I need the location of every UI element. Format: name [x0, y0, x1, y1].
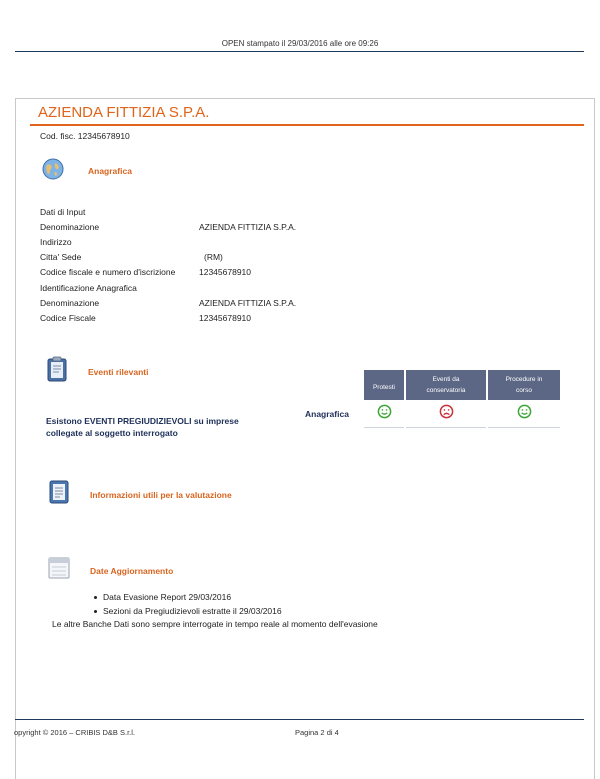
update-note: Le altre Banche Dati sono sempre interrogate in tempo reale al momento dell'evasione [52, 619, 378, 629]
bullet-icon [94, 596, 97, 599]
section-title-eventi: Eventi rilevanti [88, 367, 149, 377]
list-item [94, 590, 282, 604]
row-label: Identificazione Anagrafica [40, 283, 137, 293]
column-header-line: Eventi da [432, 376, 460, 383]
row-value: (RM) [204, 252, 223, 262]
column-header-line: conservatoria [426, 387, 466, 394]
row-value: AZIENDA FITTIZIA S.P.A. [199, 298, 297, 308]
row-label: Indirizzo [40, 237, 72, 247]
calendar-icon [48, 556, 70, 580]
smiley-positive-icon [377, 404, 392, 419]
clipboard-icon [46, 356, 68, 382]
eventi-message [46, 415, 239, 439]
row-value: 12345678910 [199, 267, 252, 277]
list-item-text: Sezioni da Pregiudizievoli estratte il 29/03/2016 [103, 606, 282, 616]
eventi-message-line1: Esistono EVENTI PREGIUDIZIEVOLI su imprese [46, 416, 239, 426]
bullet-icon [94, 610, 97, 613]
column-header-procedure [488, 370, 560, 400]
column-header-conservatoria [406, 370, 486, 400]
column-header-line: corso [516, 387, 532, 394]
eventi-message-line2: collegate al soggetto interrogato [46, 428, 178, 438]
section-title-anagrafica: Anagrafica [88, 166, 132, 176]
row-value: AZIENDA FITTIZIA S.P.A. [199, 222, 297, 232]
column-header-line: Protesti [372, 383, 396, 391]
column-header-protesti [364, 370, 404, 400]
list-item [94, 604, 282, 618]
row-label: Denominazione [40, 222, 100, 232]
smiley-positive-icon [517, 404, 532, 419]
footer-page-number: Pagina 2 di 4 [295, 728, 339, 737]
company-name: AZIENDA FITTIZIA S.P.A. [38, 104, 210, 121]
header-divider [15, 51, 584, 52]
eventi-table [302, 370, 562, 428]
footer-copyright: opyright © 2016 – CRIBIS D&B S.r.l. [14, 728, 135, 737]
company-tax-code: Cod. fisc. 12345678910 [40, 131, 130, 141]
section-title-informazioni: Informazioni utili per la valutazione [90, 490, 232, 500]
status-cell [488, 400, 560, 428]
row-label: Denominazione [40, 298, 100, 308]
row-value: 12345678910 [199, 313, 252, 323]
column-header-line: Procedure in [505, 376, 543, 383]
list-item-text: Data Evasione Report 29/03/2016 [103, 592, 232, 602]
row-label-anagrafica: Anagrafica [305, 409, 349, 419]
footer-divider [15, 719, 584, 720]
row-label: Dati di Input [40, 207, 86, 217]
row-label: Codice Fiscale [40, 313, 96, 323]
globe-icon [42, 158, 64, 180]
status-cell [364, 400, 404, 428]
document-info-icon [48, 479, 70, 505]
frown-negative-icon [439, 404, 454, 419]
status-cell [406, 400, 486, 428]
section-title-aggiornamento: Date Aggiornamento [90, 566, 174, 576]
company-divider [30, 124, 584, 126]
row-label: Codice fiscale e numero d'iscrizione [40, 267, 176, 277]
update-dates-list [94, 590, 282, 618]
row-label: Citta' Sede [40, 252, 82, 262]
print-header: OPEN stampato il 29/03/2016 alle ore 09:26 [221, 39, 379, 48]
